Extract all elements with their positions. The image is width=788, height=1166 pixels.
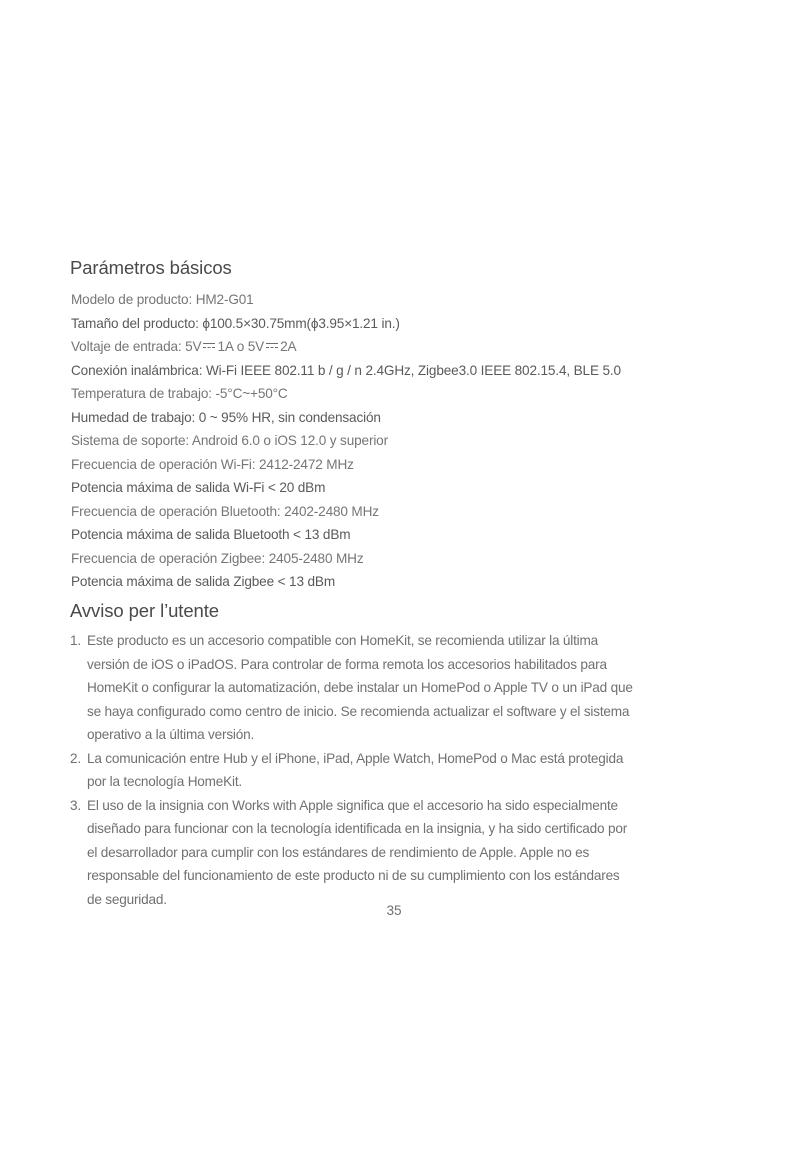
spec-zigbee-max-power: Potencia máxima de salida Zigbee < 13 dBm bbox=[71, 574, 335, 589]
spec-input-voltage bbox=[71, 335, 621, 359]
notice-line: por la tecnología HomeKit. bbox=[87, 774, 242, 789]
direct-current-icon bbox=[266, 342, 278, 350]
spec-voltage-prefix: Voltaje de entrada: 5V bbox=[71, 339, 202, 354]
notice-list bbox=[70, 629, 730, 911]
notice-line: de seguridad. bbox=[87, 891, 167, 907]
notice-number: 2. bbox=[70, 750, 81, 766]
notice-line: versión de iOS o iPadOS. Para controlar de forma remota los accesorios habilitados para bbox=[87, 656, 607, 672]
notice-line: HomeKit o configurar la automatización, debe instalar un HomePod o Apple TV o un iPad que bbox=[87, 680, 633, 695]
spec-voltage-suffix: 2A bbox=[280, 339, 297, 354]
notice-number: 1. bbox=[70, 633, 81, 648]
notice-line: se haya configurado como centro de inicio. Se recomienda actualizar el software y el sistema bbox=[87, 703, 630, 719]
spec-wifi-frequency: Frecuencia de operación Wi-Fi: 2412-2472 MHz bbox=[71, 456, 354, 472]
spec-wifi-max-power: Potencia máxima de salida Wi-Fi < 20 dBm bbox=[71, 480, 326, 495]
notice-item-1 bbox=[70, 629, 730, 747]
spec-bluetooth-frequency: Frecuencia de operación Bluetooth: 2402-2480 MHz bbox=[71, 503, 379, 519]
spec-bluetooth-max-power: Potencia máxima de salida Bluetooth < 13 dBm bbox=[71, 527, 351, 542]
spec-size: Tamaño del producto: ϕ100.5×30.75mm(ϕ3.95×1.21 in.) bbox=[71, 315, 400, 331]
notice-line: diseñado para funcionar con la tecnología identificada en la insignia, y ha sido certificado por bbox=[87, 821, 628, 836]
spec-supported-systems: Sistema de soporte: Android 6.0 o iOS 12.0 y superior bbox=[71, 433, 388, 448]
section-title-basic-parameters: Parámetros básicos bbox=[70, 257, 232, 278]
notice-line: La comunicación entre Hub y el iPhone, iPad, Apple Watch, HomePod o Mac está protegida bbox=[87, 750, 624, 766]
notice-item-2 bbox=[70, 747, 730, 794]
notice-line: responsable del funcionamiento de este producto ni de su cumplimiento con los estándares bbox=[87, 868, 620, 883]
spec-wireless: Conexión inalámbrica: Wi-Fi IEEE 802.11 b / g / n 2.4GHz, Zigbee3.0 IEEE 802.15.4, BLE 5.0 bbox=[71, 362, 621, 378]
spec-zigbee-frequency: Frecuencia de operación Zigbee: 2405-2480 MHz bbox=[71, 550, 364, 566]
spec-operating-humidity: Humedad de trabajo: 0 ~ 95% HR, sin condensación bbox=[71, 409, 381, 425]
spec-operating-temperature: Temperatura de trabajo: -5°C~+50°C bbox=[71, 386, 288, 401]
notice-line: El uso de la insignia con Works with Apple significa que el accesorio ha sido especialmente bbox=[87, 797, 618, 813]
spec-list bbox=[71, 288, 621, 594]
notice-line: Este producto es un accesorio compatible con HomeKit, se recomienda utilizar la última bbox=[87, 633, 598, 648]
section-title-user-notice: Avviso per l’utente bbox=[70, 600, 219, 621]
page-number: 35 bbox=[386, 903, 402, 918]
notice-item-3 bbox=[70, 794, 730, 912]
direct-current-icon bbox=[203, 342, 215, 350]
spec-model: Modelo de producto: HM2-G01 bbox=[71, 292, 254, 307]
spec-voltage-middle: 1A o 5V bbox=[217, 339, 265, 354]
notice-number: 3. bbox=[70, 797, 81, 813]
notice-line: el desarrollador para cumplir con los estándares de rendimiento de Apple. Apple no es bbox=[87, 844, 590, 860]
notice-line: operativo a la última versión. bbox=[87, 727, 255, 742]
